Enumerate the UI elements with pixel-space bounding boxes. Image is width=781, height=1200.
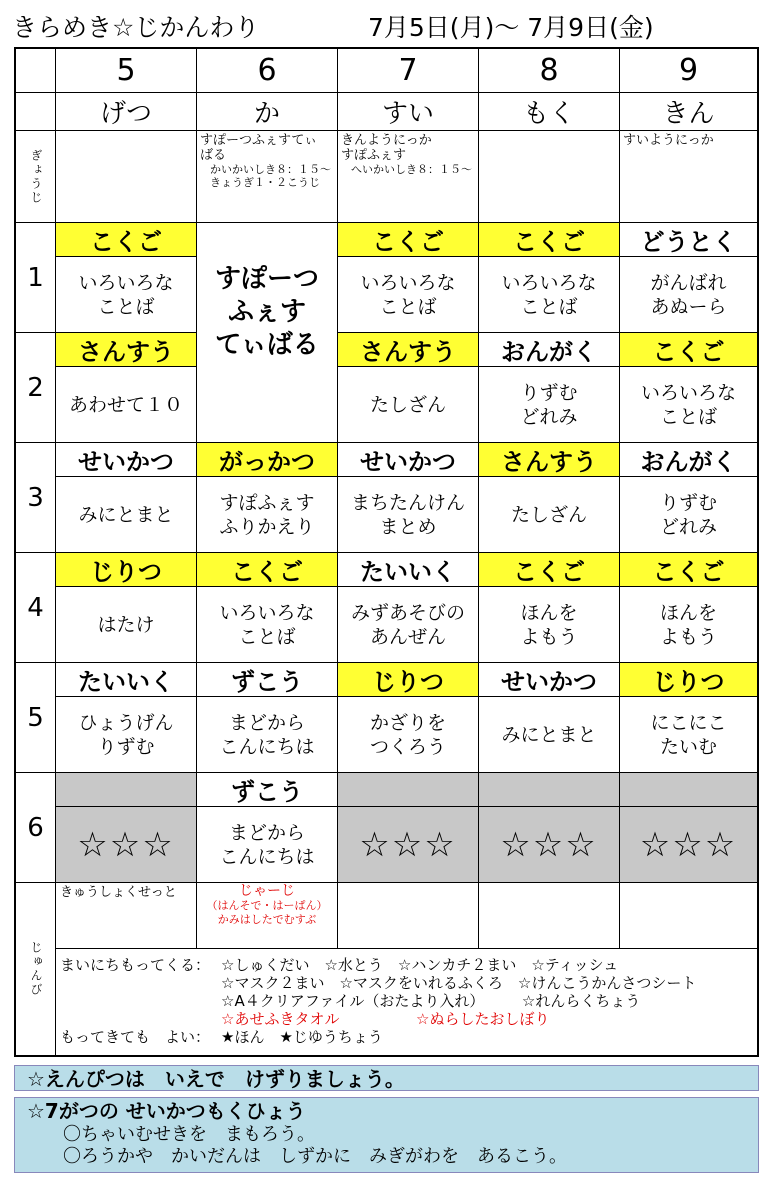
gyouji-wed <box>338 131 479 223</box>
gyouji-text: すぽーつふぇすてぃ <box>200 133 318 148</box>
content-cell: あわせて１０ <box>56 367 197 443</box>
subject-cell: こくご <box>56 223 197 257</box>
period-number: 1 <box>16 223 56 333</box>
subject-cell <box>338 773 479 807</box>
gyouji-text: すぽふぇす <box>341 148 407 163</box>
day-number: 7 <box>338 49 479 93</box>
content-cell: はたけ <box>56 587 197 663</box>
optional-line: ★ほん ★じゆうちょう <box>221 1028 383 1046</box>
day-number: 8 <box>479 49 620 93</box>
subject-cell: せいかつ <box>338 443 479 477</box>
gyouji-text: すいようにっか <box>623 133 714 148</box>
content-cell: いろいろな ことば <box>56 257 197 333</box>
goal-line: 〇ろうかや かいだんは しずかに みぎがわを あるこう。 <box>63 1146 567 1167</box>
subject-cell <box>620 773 757 807</box>
row-label-gyouji <box>16 131 56 223</box>
subject-cell: たいいく <box>56 663 197 697</box>
junbi-wed <box>338 883 479 949</box>
subject-cell: こくご <box>338 223 479 257</box>
subject-cell <box>56 773 197 807</box>
period-number: 5 <box>16 663 56 773</box>
gyouji-tue <box>197 131 338 223</box>
subject-cell: じりつ <box>56 553 197 587</box>
content-cell: まちたんけん まとめ <box>338 477 479 553</box>
day-number: 9 <box>620 49 757 93</box>
gyouji-detail: へいかいしき８：１５～ <box>351 163 472 176</box>
period-number: 3 <box>16 443 56 553</box>
content-cell: まどから こんにちは <box>197 807 338 883</box>
gyouji-fri <box>620 131 757 223</box>
mochimono-line: ☆A４クリアファイル（おたより入れ） ☆れんらくちょう <box>221 992 641 1010</box>
content-cell: いろいろな ことば <box>197 587 338 663</box>
subject-cell: おんがく <box>479 333 620 367</box>
content-cell: みにとまと <box>479 697 620 773</box>
junbi-label: じゅんび <box>29 941 43 997</box>
day-name: すい <box>338 93 479 131</box>
gyouji-detail: きょうぎ１・２こうじ <box>210 176 320 189</box>
subject-cell: がっかつ <box>197 443 338 477</box>
mochimono-label: まいにちもってくる： <box>60 956 211 974</box>
day-name: げつ <box>56 93 197 131</box>
content-cell: たしざん <box>338 367 479 443</box>
junbi-fri <box>620 883 757 949</box>
content-cell: ほんを よもう <box>479 587 620 663</box>
content-cell: いろいろな ことば <box>338 257 479 333</box>
subject-cell: さんすう <box>338 333 479 367</box>
stars-cell: ☆☆☆ <box>620 807 757 883</box>
subject-cell: さんすう <box>479 443 620 477</box>
gyouji-label: ぎょうじ <box>29 148 43 205</box>
content-cell: いろいろな ことば <box>479 257 620 333</box>
content-cell: りずむ どれみ <box>479 367 620 443</box>
timetable-grid <box>14 47 759 1057</box>
mochimono-line-red: ☆あせふきタオル <box>221 1010 340 1028</box>
corner-cell <box>16 49 56 93</box>
content-cell: りずむ どれみ <box>620 477 757 553</box>
subject-cell: こくご <box>479 223 620 257</box>
subject-cell <box>479 773 620 807</box>
content-cell: みずあそびの あんぜん <box>338 587 479 663</box>
day-number: 6 <box>197 49 338 93</box>
page-title: きらめき☆じかんわり <box>12 13 260 42</box>
goal-title: ☆7がつの せいかつもくひょう <box>27 1099 306 1123</box>
subject-cell: じりつ <box>338 663 479 697</box>
day-number: 5 <box>56 49 197 93</box>
content-cell: たしざん <box>479 477 620 553</box>
stars-cell: ☆☆☆ <box>56 807 197 883</box>
junbi-text: じゃーじ <box>239 883 295 899</box>
junbi-mon: きゅうしょくせっと <box>56 883 197 949</box>
date-range: 7月5日(月)～ 7月9日(金) <box>368 13 654 42</box>
content-cell: がんばれ あぬーら <box>620 257 757 333</box>
subject-cell: こくご <box>620 333 757 367</box>
content-cell: にこにこ たいむ <box>620 697 757 773</box>
junbi-tue <box>197 883 338 949</box>
sports-festival-block: すぽーつ ふぇす てぃばる <box>197 223 338 443</box>
subject-cell: こくご <box>620 553 757 587</box>
gyouji-thu <box>479 131 620 223</box>
day-name: もく <box>479 93 620 131</box>
content-cell: ひょうげん りずむ <box>56 697 197 773</box>
subject-cell: たいいく <box>338 553 479 587</box>
mochimono-line-red: ☆ぬらしたおしぼり <box>416 1010 550 1028</box>
gyouji-detail: かいかいしき８：１５～ <box>210 163 331 176</box>
subject-cell: おんがく <box>620 443 757 477</box>
day-name: か <box>197 93 338 131</box>
content-cell: いろいろな ことば <box>620 367 757 443</box>
content-cell: かざりを つくろう <box>338 697 479 773</box>
subject-cell: ずこう <box>197 663 338 697</box>
gyouji-mon <box>56 131 197 223</box>
gyouji-text: きんようにっか <box>341 133 432 148</box>
stars-cell: ☆☆☆ <box>338 807 479 883</box>
subject-cell: さんすう <box>56 333 197 367</box>
subject-cell: どうとく <box>620 223 757 257</box>
junbi-detail: （はんそで・はーぱん） <box>206 899 328 912</box>
pencil-note: ☆えんぴつは いえで けずりましょう。 <box>14 1065 759 1091</box>
period-number: 4 <box>16 553 56 663</box>
period-number: 6 <box>16 773 56 883</box>
goal-note <box>14 1097 759 1173</box>
row-label-junbi <box>16 883 56 1055</box>
optional-label: もってきても よい： <box>60 1028 211 1046</box>
subject-cell: ずこう <box>197 773 338 807</box>
content-cell: すぽふぇす ふりかえり <box>197 477 338 553</box>
mochimono-line: ☆マスク２まい ☆マスクをいれるふくろ ☆けんこうかんさつシート <box>221 974 697 992</box>
gyouji-text: ばる <box>200 148 227 163</box>
content-cell: みにとまと <box>56 477 197 553</box>
goal-line: 〇ちゃいむせきを まもろう。 <box>63 1124 315 1145</box>
period-number: 2 <box>16 333 56 443</box>
subject-cell: こくご <box>197 553 338 587</box>
subject-cell: せいかつ <box>56 443 197 477</box>
mochimono-line: ☆しゅくだい ☆水とう ☆ハンカチ２まい ☆ティッシュ <box>221 956 619 974</box>
corner-cell <box>16 93 56 131</box>
junbi-thu <box>479 883 620 949</box>
header <box>0 0 781 46</box>
subject-cell: じりつ <box>620 663 757 697</box>
content-cell: まどから こんにちは <box>197 697 338 773</box>
stars-cell: ☆☆☆ <box>479 807 620 883</box>
day-name: きん <box>620 93 757 131</box>
subject-cell: こくご <box>479 553 620 587</box>
subject-cell: せいかつ <box>479 663 620 697</box>
content-cell: ほんを よもう <box>620 587 757 663</box>
junbi-detail: かみはしたでむすぶ <box>217 913 317 926</box>
